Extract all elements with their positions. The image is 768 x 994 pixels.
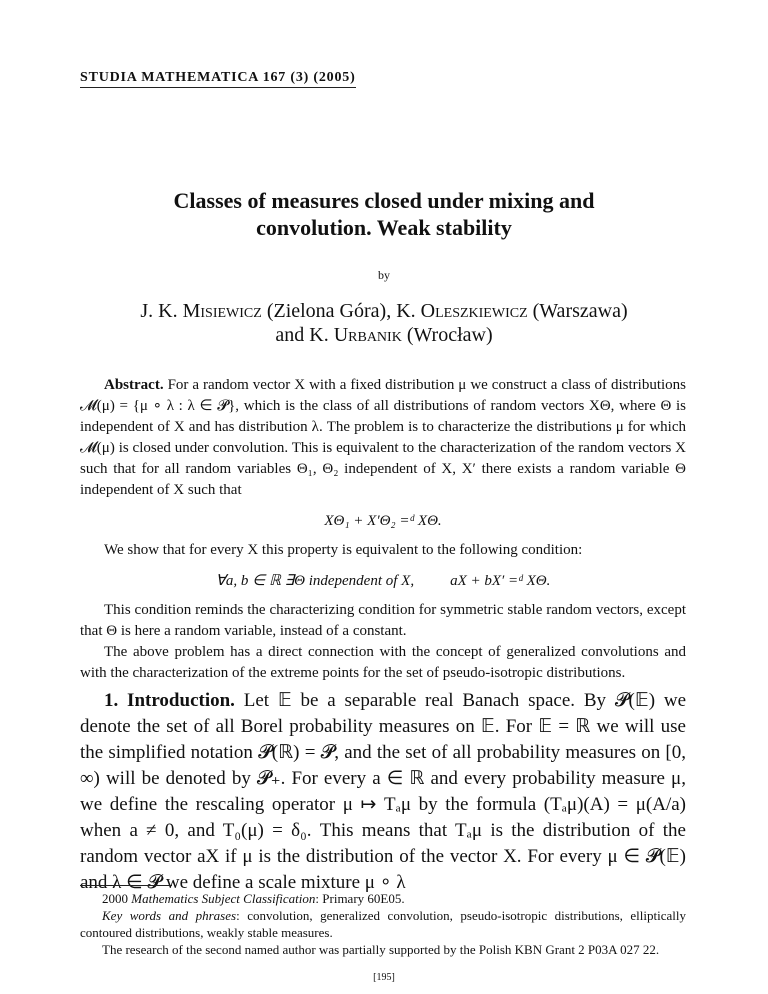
introduction-section — [80, 688, 686, 896]
introduction-paragraph — [80, 688, 686, 896]
msc-year: 2000 — [102, 891, 132, 906]
title-line-2: convolution. Weak stability — [256, 215, 512, 240]
author-name: K. Urbanik — [309, 324, 402, 346]
equation-2-right: aX + bX′ =ᵈ XΘ. — [450, 573, 551, 589]
abstract-label: Abstract. — [104, 377, 164, 393]
footnote-grant: The research of the second named author was partially supported by the Polish KBN Grant 2 P03A 027 22. — [102, 942, 660, 957]
author-name: J. K. Misiewicz — [140, 300, 262, 322]
equation-2 — [80, 571, 686, 592]
journal-header: STUDIA MATHEMATICA 167 (3) (2005) — [80, 70, 356, 88]
author-line-2 — [60, 323, 708, 347]
author-conjunction: and — [275, 324, 305, 346]
page-number: [195] — [373, 972, 395, 983]
msc-text: : Primary 60E05. — [315, 891, 405, 906]
footnote-keywords — [80, 907, 686, 941]
by-line: by — [378, 268, 390, 282]
equation-2-left: ∀a, b ∈ ℝ ∃Θ independent of X, — [215, 573, 415, 589]
abstract-text: For a random vector X with a fixed distribution μ we construct a class of distributions 𝓜(μ) = {μ ∘ λ : λ ∈ 𝓟}, which is the class of all distributions of random vectors XΘ, where Θ is independent of X and has distribution λ. The problem is to characterize the distributions μ for which 𝓜(μ) is closed under convolution. This is equivalent to the characterization of the random vectors X such that for all random variables Θ₁, Θ₂ independent of X, X′ there exists a random variable Θ independent of X such that — [80, 377, 686, 498]
paper-title — [80, 187, 688, 241]
abstract-paragraph: We show that for every X this property is equivalent to the following condition: — [104, 542, 583, 558]
keywords-label: Key words and phrases — [102, 908, 237, 923]
equation-1: XΘ₁ + X′Θ₂ =ᵈ XΘ. — [324, 513, 442, 529]
author-affiliation: (Zielona Góra), — [266, 300, 392, 322]
abstract-paragraph — [80, 375, 686, 501]
author-name: K. Oleszkiewicz — [396, 300, 528, 322]
author-list — [60, 299, 708, 347]
keywords-text: : convolution, generalized convolution, pseudo-isotropic distributions, elliptically contoured distributions, weakly stable measures. — [80, 908, 687, 940]
footnote-msc — [80, 890, 686, 907]
author-affiliation: (Warszawa) — [532, 300, 628, 322]
abstract-paragraph: The above problem has a direct connection with the concept of generalized convolutions and with the characterization of the extreme points for the set of pseudo-isotropic distributions. — [80, 644, 686, 681]
msc-label: Mathematics Subject Classification — [131, 891, 316, 906]
introduction-text: Let 𝔼 be a separable real Banach space. By 𝓟(𝔼) we denote the set of all Borel probability measures on 𝔼. For 𝔼 = ℝ we will use the simplified notation 𝓟(ℝ) = 𝓟, and the set of all probability measures on [0, ∞) will be denoted by 𝓟₊. For every a ∈ ℝ and every probability measure μ, we define the rescaling operator μ ↦ Tₐμ by the formula (Tₐμ)(A) = μ(A/a) when a ≠ 0, and T₀(μ) = δ₀. This means that Tₐμ is the distribution of the random vector aX if μ is the distribution of the vector X. For every μ ∈ 𝓟(𝔼) and λ ∈ 𝓟 we define a scale mixture μ ∘ λ — [80, 690, 687, 893]
author-line-1 — [60, 299, 708, 323]
abstract-paragraph: This condition reminds the characterizing condition for symmetric stable random vectors, except that Θ is here a random variable, instead of a constant. — [80, 602, 686, 639]
author-affiliation: (Wrocław) — [406, 324, 493, 346]
footnotes — [80, 890, 686, 958]
abstract — [80, 375, 686, 684]
section-heading: 1. Introduction. — [104, 690, 235, 711]
footnote-divider — [80, 885, 172, 886]
title-line-1: Classes of measures closed under mixing and — [173, 188, 595, 213]
